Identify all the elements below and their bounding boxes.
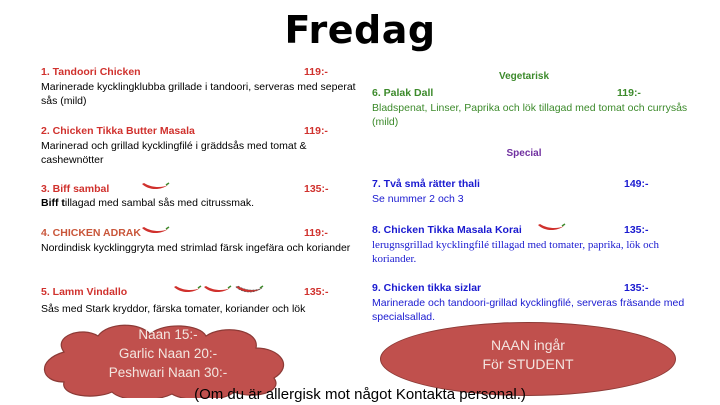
allergy-notice: (Om du är allergisk mot något Kontakta personal.) xyxy=(194,386,526,403)
item-6-name: 6. Palak Dall xyxy=(372,87,434,99)
item-3-desc xyxy=(41,196,359,210)
item-2-desc: Marinerad och grillad kycklingfilé i gräddsås med tomat & cashewnötter xyxy=(41,140,307,166)
item-2-price: 119:- xyxy=(304,125,328,137)
chili-pepper-icon xyxy=(172,284,202,296)
item-4-price: 119:- xyxy=(304,227,328,239)
menu-title: Fredag xyxy=(284,8,436,52)
item-5-name: 5. Lamm Vindallo xyxy=(41,286,128,298)
item-8-desc: lerugnsgrillad kycklingfilé tillagad med tomater, paprika, lök och koriander. xyxy=(372,239,660,265)
item-3-price: 135:- xyxy=(304,183,329,195)
item-7-price: 149:- xyxy=(624,178,649,190)
naan-price: Naan 15:- xyxy=(138,327,198,342)
chili-pepper-icon xyxy=(140,225,170,237)
item-1-desc: Marinerade kycklingklubba grillade i tandoori, serveras med seperat sås (mild) xyxy=(41,81,356,107)
student-offer-line-1: NAAN ingår xyxy=(491,337,565,353)
item-9-name: 9. Chicken tikka sizlar xyxy=(372,282,482,294)
item-5-price: 135:- xyxy=(304,286,329,298)
item-7-desc: Se nummer 2 och 3 xyxy=(372,193,464,205)
item-6-desc: Bladspenat, Linser, Paprika och lök tillagad med tomat och currysås (mild) xyxy=(372,102,688,128)
peshwari-naan-price: Peshwari Naan 30:- xyxy=(108,365,228,380)
special-label: Special xyxy=(506,148,542,159)
item-3-name: 3. Biff sambal xyxy=(41,183,110,195)
chili-pepper-icon xyxy=(536,222,566,234)
item-4-desc: Nordindisk kycklinggryta med strimlad färsk ingefära och koriander xyxy=(41,242,351,254)
item-1-name: 1. Tandoori Chicken xyxy=(41,66,141,78)
item-2-name: 2. Chicken Tikka Butter Masala xyxy=(41,125,195,137)
student-offer xyxy=(380,336,676,374)
vegetarisk-label: Vegetarisk xyxy=(498,71,550,82)
item-6-price: 119:- xyxy=(617,87,641,99)
item-4-name: 4. CHICKEN ADRAK xyxy=(41,227,141,239)
naan-price-list xyxy=(70,325,266,382)
item-9-price: 135:- xyxy=(624,282,649,294)
chili-pepper-icon xyxy=(234,284,264,296)
item-1-price: 119:- xyxy=(304,66,328,78)
item-8-price: 135:- xyxy=(624,224,649,236)
item-3-desc-rest: illagad med sambal sås med citrussmak. xyxy=(64,197,254,209)
garlic-naan-price: Garlic Naan 20:- xyxy=(118,346,218,361)
item-7-name: 7. Två små rätter thali xyxy=(372,178,480,190)
student-offer-line-2: För STUDENT xyxy=(482,356,574,372)
chili-pepper-icon xyxy=(202,284,232,296)
item-3-desc-bold: Biff t xyxy=(41,197,65,209)
item-8-name: 8. Chicken Tikka Masala Korai xyxy=(372,224,522,236)
item-5-desc: Sås med Stark kryddor, färska tomater, koriander och lök xyxy=(41,303,306,315)
item-9-desc: Marinerade och tandoori-grillad kycklingfilé, serveras fräsande med specialsallad. xyxy=(372,297,685,323)
chili-pepper-icon xyxy=(140,181,170,193)
